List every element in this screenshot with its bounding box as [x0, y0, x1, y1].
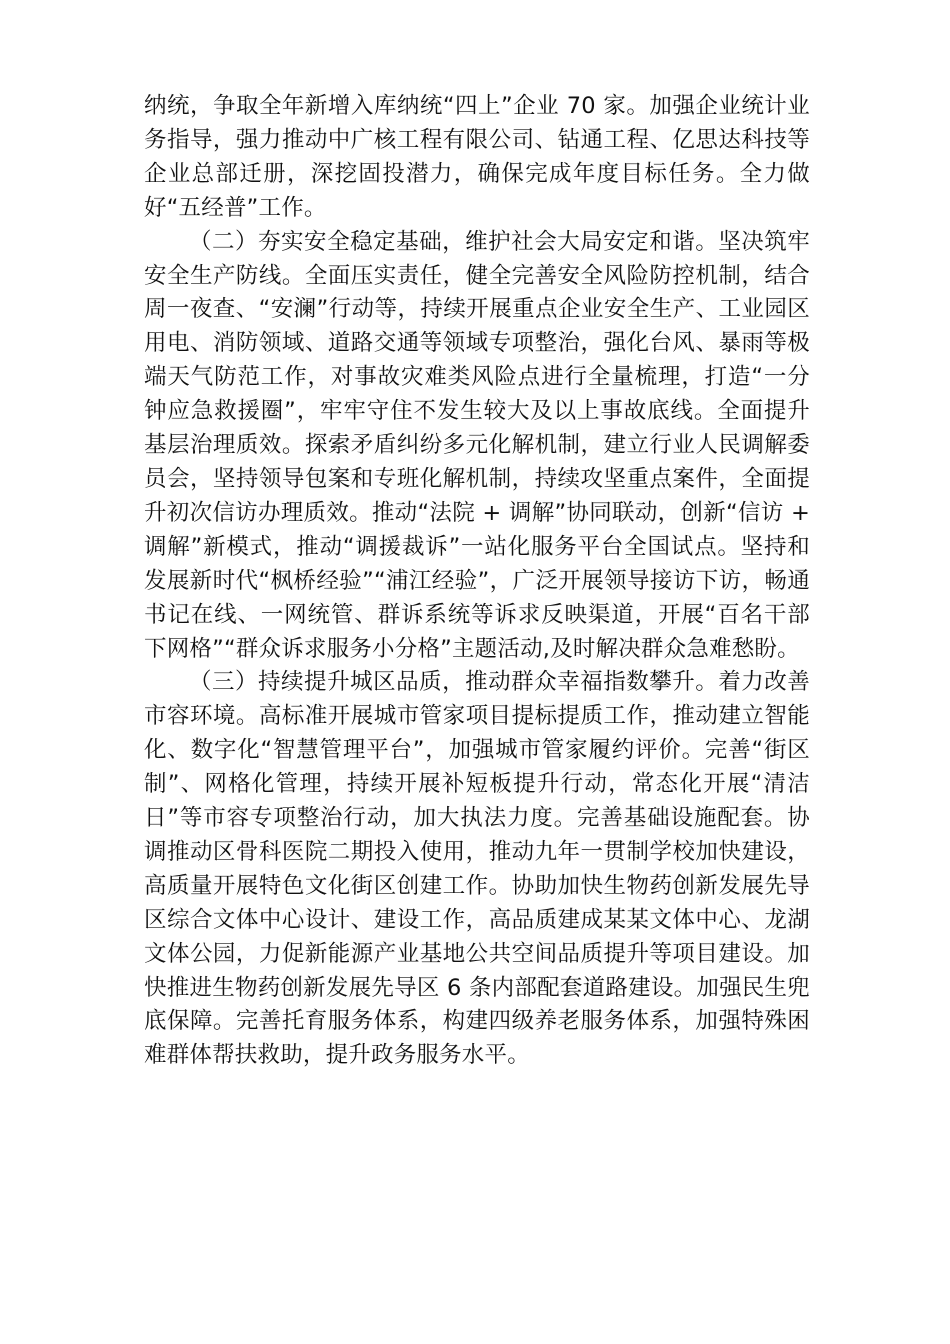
document-body: [144, 90, 810, 1073]
paragraph-section-2-safety-stability: （二）夯实安全稳定基础，维护社会大局安定和谐。坚决筑牢安全生产防线。全面压实责任，健全完善安全风险防控机制，结合周一夜查、“安澜”行动等，持续开展重点企业安全生产、工业园区用电、消防领域、道路交通等领域专项整治，强化台风、暴雨等极端天气防范工作，对事故灾难类风险点进行全量梳理，打造“一分钟应急救援圈”，牢牢守住不发生较大及以上事故底线。全面提升基层治理质效。探索矛盾纠纷多元化解机制，建立行业人民调解委员会，坚持领导包案和专班化解机制，持续攻坚重点案件，全面提升初次信访办理质效。推动“法院 + 调解”协同联动，创新“信访 + 调解”新模式，推动“调援裁诉”一站化服务平台全国试点。坚持和发展新时代“枫桥经验”“浦江经验”，广泛开展领导接访下访，畅通书记在线、一网统管、群诉系统等诉求反映渠道，开展“百名干部下网格”“群众诉求服务小分格”主题活动,及时解决群众急难愁盼。: [144, 228, 810, 662]
paragraph-continuation: 纳统，争取全年新增入库纳统“四上”企业 70 家。加强企业统计业务指导，强力推动中广核工程有限公司、钻通工程、亿思达科技等企业总部迁册，深挖固投潜力，确保完成年度目标任务。全力做好“五经普”工作。: [144, 93, 810, 221]
paragraph-section-3-urban-quality: （三）持续提升城区品质，推动群众幸福指数攀升。着力改善市容环境。高标准开展城市管家项目提标提质工作，推动建立智能化、数字化“智慧管理平台”，加强城市管家履约评价。完善“街区制”、网格化管理，持续开展补短板提升行动，常态化开展“清洁日”等市容专项整治行动，加大执法力度。完善基础设施配套。协调推动区骨科医院二期投入使用，推动九年一贯制学校加快建设，高质量开展特色文化街区创建工作。协助加快生物药创新发展先导区综合文体中心设计、建设工作，高品质建成某某文体中心、龙湖文体公园，力促新能源产业基地公共空间品质提升等项目建设。加快推进生物药创新发展先导区 6 条内部配套道路建设。加强民生兜底保障。完善托育服务体系，构建四级养老服务体系，加强特殊困难群体帮扶救助，提升政务服务水平。: [144, 669, 810, 1069]
